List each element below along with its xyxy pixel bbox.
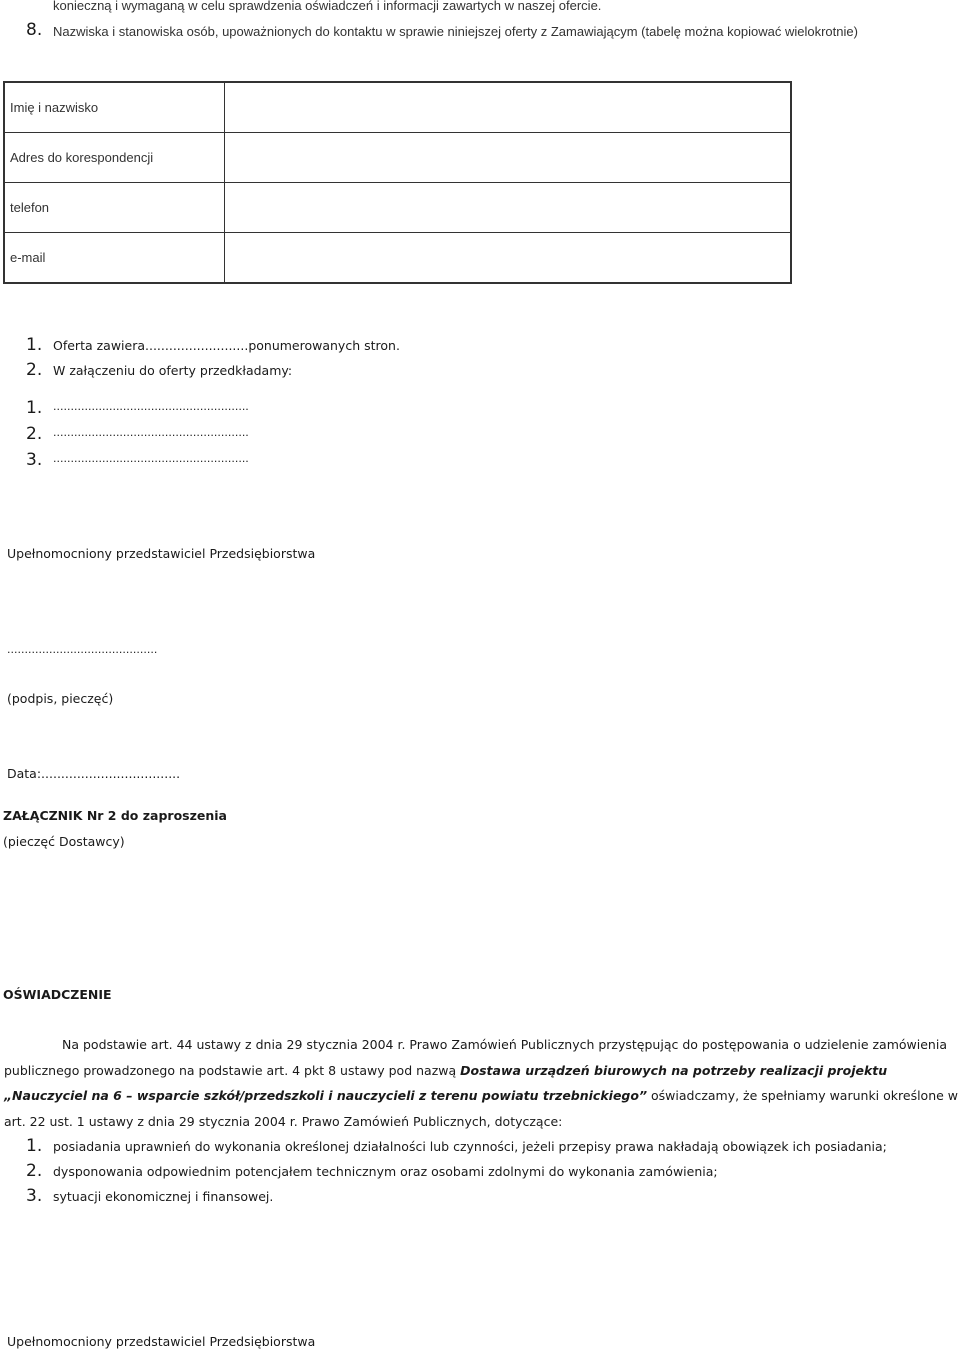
condition-2-number: 2.: [26, 1161, 43, 1181]
signatory-label: Upełnomocniony przedstawiciel Przedsiębiorstwa: [7, 546, 316, 561]
row-label-email: e-mail: [4, 233, 225, 284]
offer-item-2-text: W załączeniu do oferty przedkładamy:: [53, 363, 293, 378]
table-row: [4, 233, 791, 284]
condition-1-text: posiadania uprawnień do wykonania określonej działalności lub czynności, jeżeli przepisy prawa nakładają obowiązek ich posiadania;: [53, 1139, 887, 1154]
offer-item-1-text: Oferta zawiera..........................ponumerowanych stron.: [53, 338, 400, 353]
attachment-3-dots: ........................................................: [53, 452, 249, 465]
attachment-3-number: 3.: [26, 450, 43, 470]
annex-title: ZAŁĄCZNIK Nr 2 do zaproszenia: [3, 808, 227, 823]
date-line: Data:...................................: [7, 766, 181, 781]
signature-caption: (podpis, pieczęć): [7, 691, 114, 706]
table-row: [4, 133, 791, 183]
statement-paragraph: [4, 1032, 959, 1134]
row-label-name: Imię i nazwisko: [4, 82, 225, 133]
top-line: konieczną i wymaganą w celu sprawdzenia oświadczeń i informacji zawartych w naszej ofercie.: [53, 0, 602, 13]
condition-3-text: sytuacji ekonomicznej i finansowej.: [53, 1189, 274, 1204]
row-label-phone: telefon: [4, 183, 225, 233]
attachment-2-number: 2.: [26, 424, 43, 444]
offer-item-1-number: 1.: [26, 335, 43, 355]
attachment-2-dots: ........................................................: [53, 426, 249, 439]
statement-title: OŚWIADCZENIE: [3, 987, 112, 1002]
row-label-address: Adres do korespondencji: [4, 133, 225, 183]
table-row: [4, 82, 791, 133]
statement-part-1: Na podstawie art. 44 ustawy z dnia 29 stycznia 2004 r. Prawo Zamówień Publicznych przystępując do postępowania o udzielenie zamówienia publicznego prowadzonego na podstawie art. 4 pkt 8 ustawy pod nazwą: [4, 1037, 947, 1078]
table-row: [4, 183, 791, 233]
row-value-address[interactable]: [225, 133, 792, 183]
attachment-1-number: 1.: [26, 398, 43, 418]
stamp-caption: (pieczęć Dostawcy): [3, 834, 125, 849]
condition-1-number: 1.: [26, 1136, 43, 1156]
statement-part-2: oświadczamy, że spełniamy warunki określone w art. 22 ust. 1 ustawy z dnia 29 stycznia 2004 r. Prawo Zamówień Publicznych, dotyczące:: [4, 1088, 959, 1129]
row-value-name[interactable]: [225, 82, 792, 133]
offer-item-2-number: 2.: [26, 360, 43, 380]
signature-dots: ...........................................: [7, 643, 158, 656]
row-value-phone[interactable]: [225, 183, 792, 233]
project-name: Dostawa urządzeń biurowych na potrzeby realizacji projektu „Nauczyciel na 6 – wsparcie szkół/przedszkoli i nauczycieli z terenu powiatu trzebnickiego”: [4, 1062, 888, 1103]
condition-3-number: 3.: [26, 1186, 43, 1206]
item-8-number: 8.: [26, 20, 43, 40]
condition-2-text: dysponowania odpowiednim potencjałem technicznym oraz osobami zdolnymi do wykonania zamówienia;: [53, 1164, 718, 1179]
signatory-label-bottom: Upełnomocniony przedstawiciel Przedsiębiorstwa: [7, 1334, 316, 1349]
attachment-1-dots: ........................................................: [53, 400, 249, 413]
row-value-email[interactable]: [225, 233, 792, 284]
item-8-text: Nazwiska i stanowiska osób, upoważnionych do kontaktu w sprawie niniejszej oferty z Zamawiającym (tabelę można kopiować wielokrotnie): [53, 24, 858, 39]
contact-table: [3, 81, 792, 284]
